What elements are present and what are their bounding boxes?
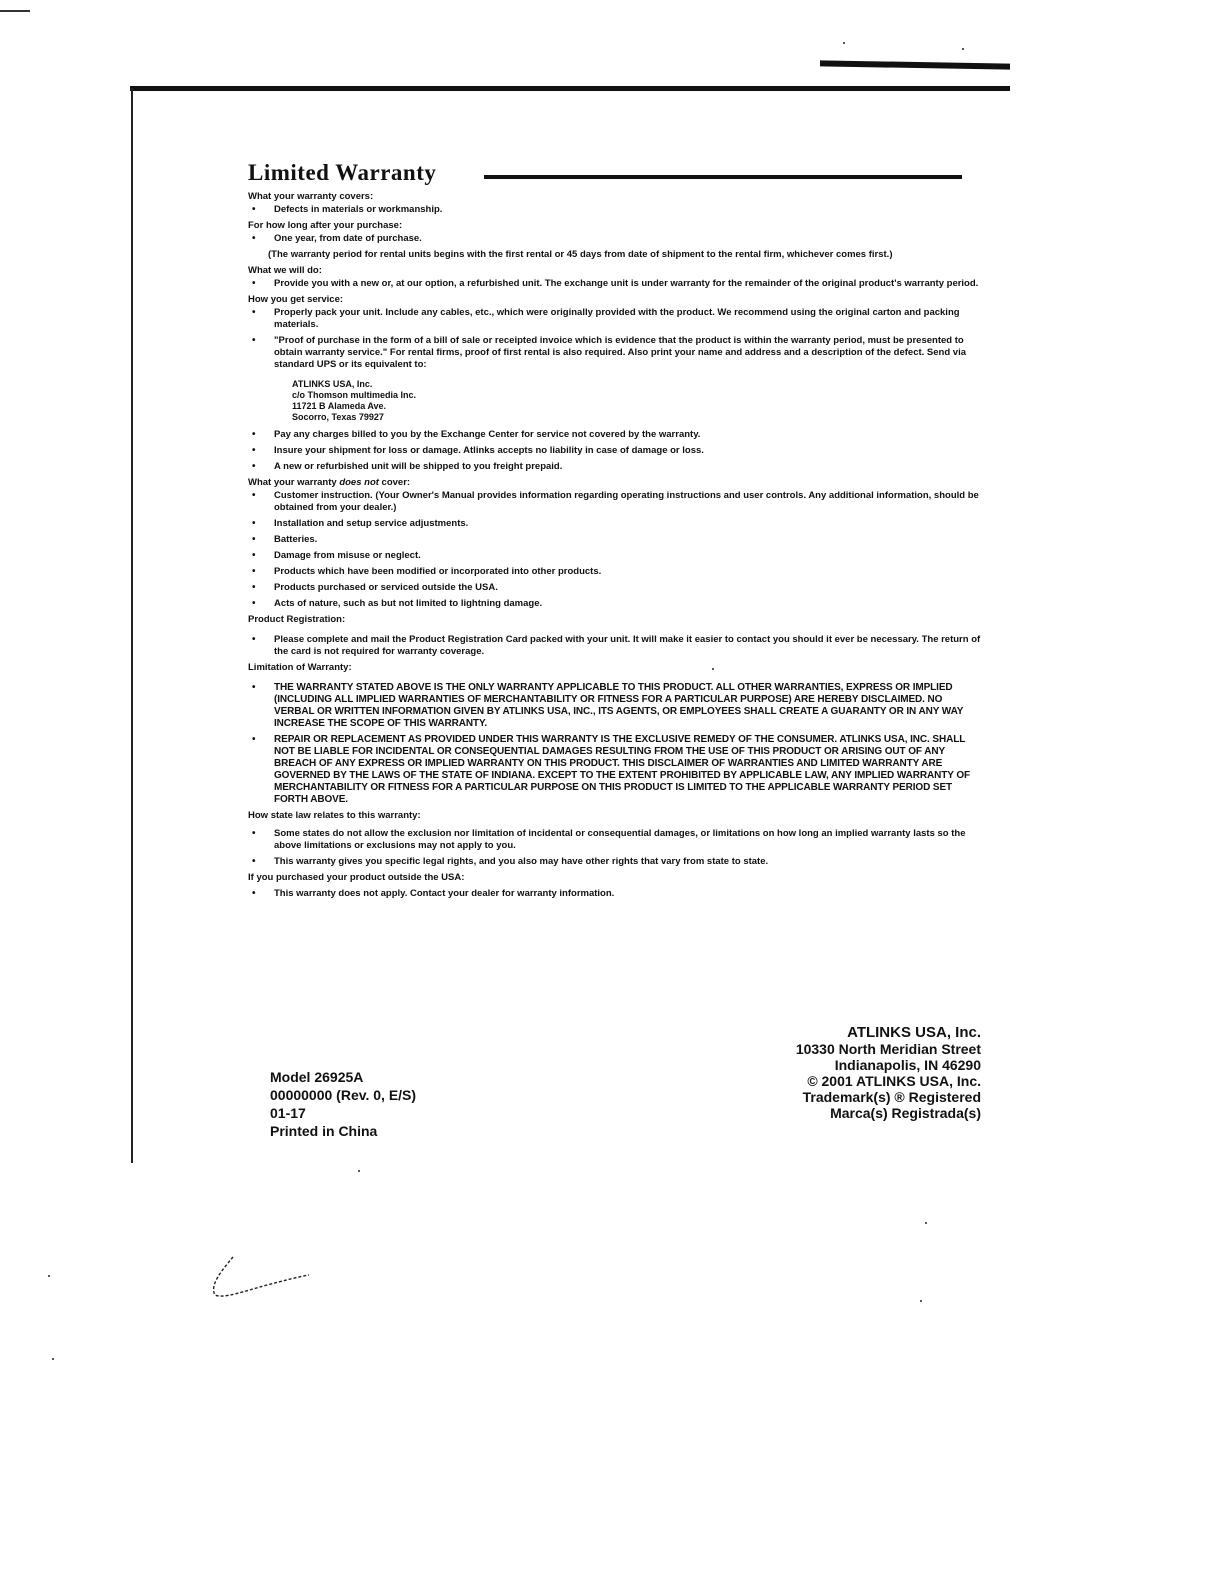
- section-heading: Limitation of Warranty:: [248, 662, 352, 673]
- address-line: Socorro, Texas 79927: [292, 412, 384, 422]
- list-item: • A new or refurbished unit will be shipped to you freight prepaid.: [248, 461, 983, 473]
- printed-in: Printed in China: [270, 1123, 378, 1139]
- speck: [920, 1300, 922, 1302]
- section-heading: [248, 477, 983, 489]
- pen-mark: [205, 1255, 315, 1305]
- list-item: • "Proof of purchase in the form of a bill of sale or receipted invoice which is evidence that the product is within the warranty period, must be presented to obtain warranty service." For rental firms, proof of first rental is also required. Also print your name and address and a description of the defect. Send via standard UPS or its equivalent to:: [248, 335, 983, 371]
- list-item: • THE WARRANTY STATED ABOVE IS THE ONLY WARRANTY APPLICABLE TO THIS PRODUCT. ALL OTHER WARRANTIES, EXPRESS OR IMPLIED (INCLUDING ALL IMPLIED WARRANTIES OF MERCHANTABILITY OR FITNESS FOR A PARTICULAR PURPOSE) ARE HEREBY DISCLAIMED. NO VERBAL OR WRITTEN INFORMATION GIVEN BY ATLINKS USA, INC., ITS AGENTS, OR EMPLOYEES SHALL CREATE A GUARANTY OR IN ANY WAY INCREASE THE SCOPE OF THIS WARRANTY.: [248, 682, 983, 730]
- revision: 00000000 (Rev. 0, E/S): [270, 1087, 417, 1103]
- list-item: • Insure your shipment for loss or damage. Atlinks accepts no liability in case of damage or loss.: [248, 445, 983, 457]
- model-number: Model 26925A: [270, 1069, 364, 1085]
- list-item: • This warranty does not apply. Contact your dealer for warranty information.: [248, 888, 983, 900]
- company-name: ATLINKS USA, Inc.: [847, 1024, 981, 1041]
- list-item: • Products purchased or serviced outside the USA.: [248, 582, 983, 594]
- speck: [712, 668, 714, 670]
- speck: [962, 48, 964, 50]
- warranty-content: [248, 160, 983, 904]
- list-item: • Pay any charges billed to you by the Exchange Center for service not covered by the warranty.: [248, 429, 983, 441]
- speck: [358, 1170, 360, 1172]
- top-border-rule: [130, 86, 1010, 91]
- list-item: • Some states do not allow the exclusion nor limitation of incidental or consequential damages, or limitations on how long an implied warranty lasts so the above limitations or exclusions may not apply to you.: [248, 828, 983, 852]
- list-item: • Provide you with a new or, at our option, a refurbished unit. The exchange unit is under warranty for the remainder of the original product's warranty period.: [248, 278, 983, 290]
- list-item: • Please complete and mail the Product Registration Card packed with your unit. It will make it easier to contact you should it ever be necessary. The return of the card is not required for warranty coverage.: [248, 634, 983, 658]
- section-get-service: [248, 294, 983, 473]
- section-heading: What we will do:: [248, 265, 322, 276]
- rental-note: (The warranty period for rental units begins with the first rental or 45 days from date of shipment to the rental firm, whichever comes first.): [268, 249, 893, 260]
- service-address: [248, 379, 983, 423]
- section-heading: What your warranty covers:: [248, 191, 374, 202]
- speck: [52, 1358, 54, 1360]
- section-heading: How state law relates to this warranty:: [248, 810, 421, 821]
- top-edge-rule: [820, 60, 1010, 69]
- company-city: Indianapolis, IN 46290: [834, 1057, 981, 1073]
- scan-mark: [0, 10, 30, 12]
- copyright: © 2001 ATLINKS USA, Inc.: [807, 1073, 981, 1089]
- title-rule: [484, 175, 962, 179]
- section-covers: [248, 191, 983, 216]
- list-item: • Customer instruction. (Your Owner's Manual provides information regarding operating instructions and user controls. Any additional information, should be obtained from your dealer.): [248, 490, 983, 514]
- list-item: • Batteries.: [248, 534, 983, 546]
- section-heading: How you get service:: [248, 294, 344, 305]
- address-line: c/o Thomson multimedia Inc.: [292, 390, 417, 400]
- list-item: • One year, from date of purchase.: [248, 233, 983, 245]
- section-registration: [248, 614, 983, 658]
- section-not-cover: [248, 477, 983, 610]
- trademark: Trademark(s) ® Registered: [802, 1089, 981, 1105]
- company-street: 10330 North Meridian Street: [795, 1041, 981, 1057]
- address-line: ATLINKS USA, Inc.: [292, 379, 373, 389]
- list-item: • This warranty gives you specific legal rights, and you also may have other rights that vary from state to state.: [248, 856, 983, 868]
- list-item: • Properly pack your unit. Include any cables, etc., which were originally provided with the product. We recommend using the original carton and packing materials.: [248, 307, 983, 331]
- section-will-do: [248, 265, 983, 290]
- title-row: [248, 160, 983, 188]
- section-how-long: [248, 220, 983, 261]
- address-line: 11721 B Alameda Ave.: [292, 401, 387, 411]
- speck: [48, 1275, 50, 1277]
- speck: [925, 1222, 927, 1224]
- marca: Marca(s) Registrada(s): [830, 1105, 981, 1121]
- list-item: • REPAIR OR REPLACEMENT AS PROVIDED UNDER THIS WARRANTY IS THE EXCLUSIVE REMEDY OF THE CONSUMER. ATLINKS USA, INC. SHALL NOT BE LIABLE FOR INCIDENTAL OR CONSEQUENTIAL DAMAGES RESULTING FROM THE USE OF THIS PRODUCT OR ARISING OUT OF ANY BREACH OF ANY EXPRESS OR IMPLIED WARRANTY ON THIS PRODUCT. THIS DISCLAIMER OF WARRANTIES AND LIMITED WARRANTY ARE GOVERNED BY THE LAWS OF THE STATE OF INDIANA. EXCEPT TO THE EXTENT PROHIBITED BY APPLICABLE LAW, ANY IMPLIED WARRANTY OF MERCHANTABILITY OR FITNESS FOR A PARTICULAR PURPOSE ON THIS PRODUCT IS LIMITED TO THE APPLICABLE WARRANTY PERIOD SET FORTH ABOVE.: [248, 734, 983, 806]
- section-heading: If you purchased your product outside the USA:: [248, 872, 465, 883]
- list-item: • Defects in materials or workmanship.: [248, 204, 983, 216]
- page-title: Limited Warranty: [248, 160, 437, 185]
- section-heading: Product Registration:: [248, 614, 346, 625]
- left-border-rule: [131, 88, 133, 1163]
- speck: [843, 42, 845, 44]
- section-outside-usa: [248, 872, 983, 900]
- section-heading: For how long after your purchase:: [248, 220, 403, 231]
- heading-suffix: cover:: [378, 477, 411, 488]
- list-item: • Installation and setup service adjustments.: [248, 518, 983, 530]
- list-item: • Acts of nature, such as but not limited to lightning damage.: [248, 598, 983, 610]
- heading-prefix: What your warranty: [248, 477, 340, 488]
- heading-emphasis: does not: [339, 477, 379, 488]
- print-code: 01-17: [270, 1105, 306, 1121]
- section-limitation: [248, 662, 983, 806]
- company-info: [796, 1025, 981, 1121]
- section-state-law: [248, 810, 983, 868]
- list-item: • Products which have been modified or incorporated into other products.: [248, 566, 983, 578]
- list-item: • Damage from misuse or neglect.: [248, 550, 983, 562]
- model-info: [270, 1068, 416, 1140]
